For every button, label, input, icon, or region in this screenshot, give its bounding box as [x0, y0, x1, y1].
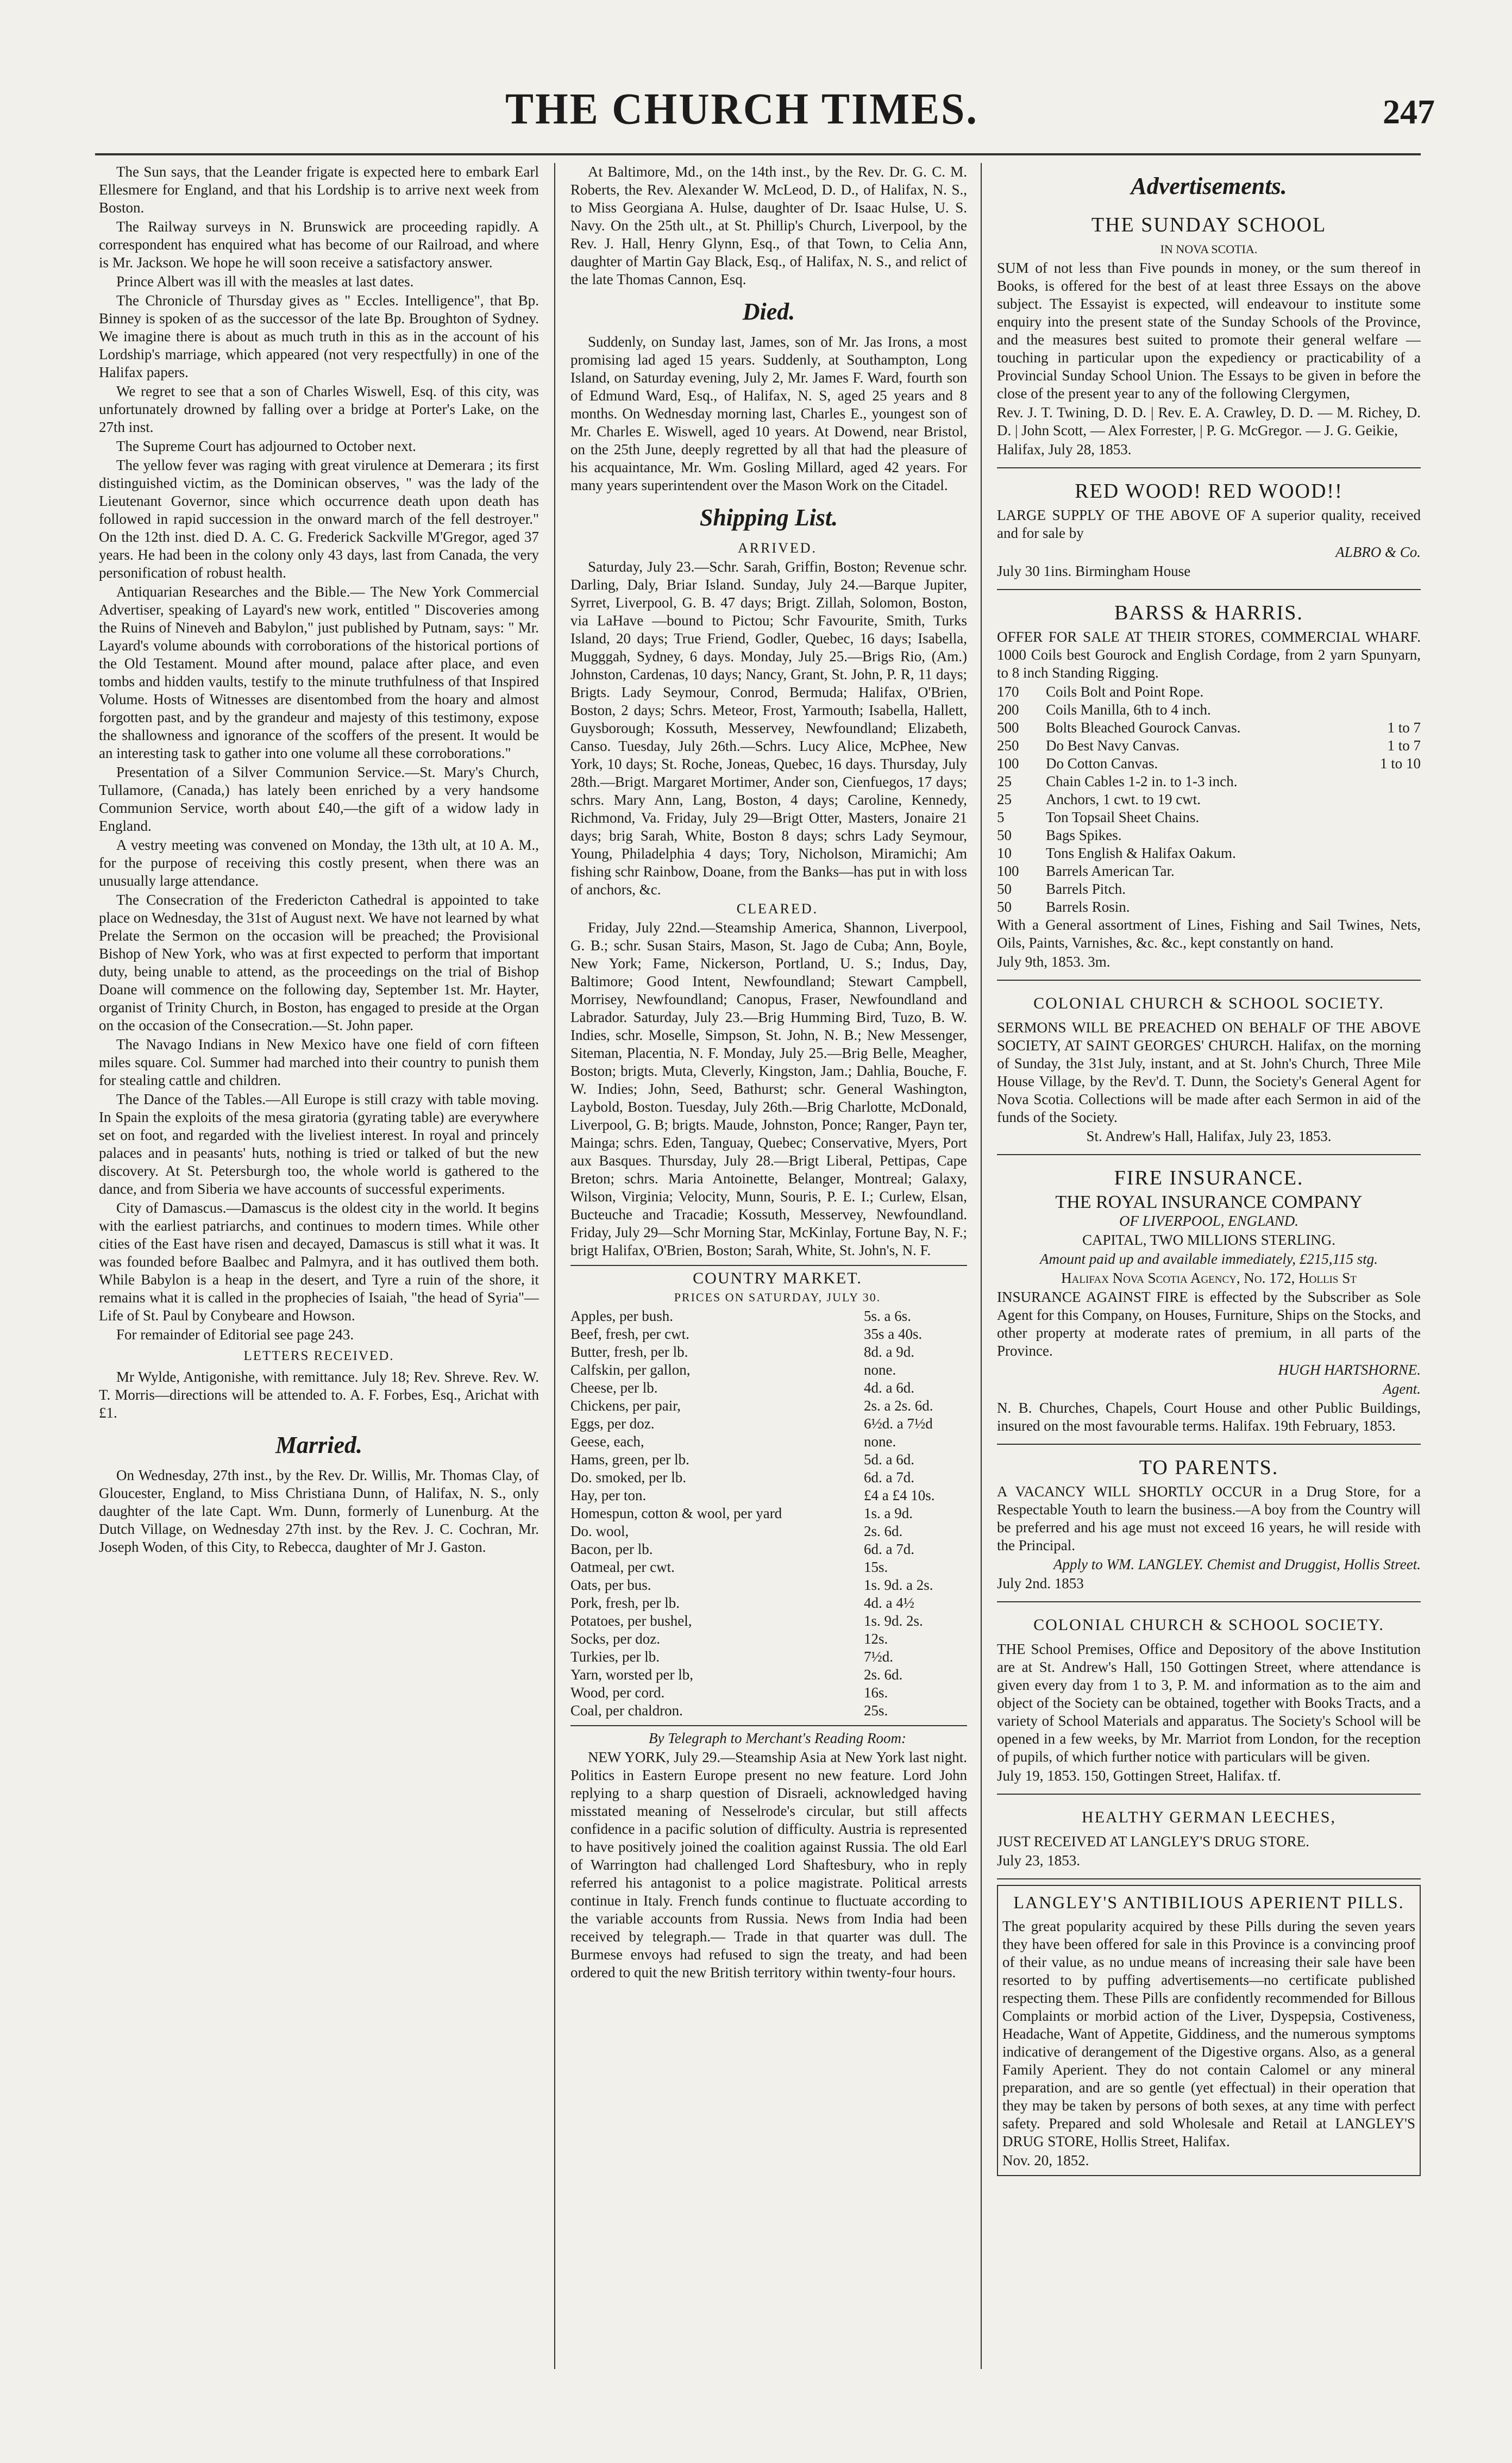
market-row	[570, 1522, 967, 1540]
market-row	[570, 1415, 967, 1433]
editorial-paragraph: The yellow fever was raging with great virulence at Demerara ; its first distinguished victim, as the Dominican observes, " was the lady of the Lieutenant Governor, since which occurrence death upon death has followed in rapid succession in the onward march of the fell destroyer." On the 12th inst. died D. A. C. G. Frederick Sackville M'Gregor, aged 37 years. He had been in the colony only 43 days, last from Canada, the very personification of robust health.	[99, 457, 539, 581]
market-item-name: Calfskin, per gallon,	[570, 1362, 691, 1378]
ad-title: THE SUNDAY SCHOOL	[1091, 214, 1327, 236]
ad-text: INSURANCE AGAINST FIRE is effected by the Subscriber as Sole Agent for this Company, on Houses, Furniture, Ships on the Stocks, and other property at moderate rates of premium, in all parts of the Province.	[997, 1289, 1421, 1359]
market-item-name: Potatoes, per bushel,	[570, 1613, 692, 1629]
stock-qty: 50	[997, 881, 1012, 897]
market-row	[570, 1379, 967, 1397]
stock-right	[1361, 880, 1421, 898]
market-row	[570, 1487, 967, 1505]
market-row	[570, 1576, 967, 1594]
stock-desc: Barrels American Tar.	[1046, 863, 1175, 879]
editorial-paragraph: The Chronicle of Thursday gives as " Eccles. Intelligence", that Bp. Binney is spoken of as the successor of the late Bp. Broughton of Sydney. We imagine there is about as much truth in this as in the account of his Lordship's marriage, which appeared (not very respectfully) in one of the Halifax papers.	[99, 292, 539, 380]
divider	[570, 1725, 967, 1726]
market-item-price: £4 a £4 10s.	[864, 1487, 935, 1503]
editorial-paragraph: City of Damascus.—Damascus is the oldest city in the world. It begins with the earliest patriarchs, and continues to modern times. While other cities of the East have risen and decayed, Damascus is still what it was. It was founded before Baalbec and Palmyra, and it has outlived them both. While Babylon is a heap in the desert, and Tyre a ruin of the shore, it remains what it is called in the prophecies of Isaiah, "the head of Syria"—Life of St. Paul by Conybeare and Howson.	[99, 1200, 539, 1324]
market-item-price: 2s. a 2s. 6d.	[864, 1397, 933, 1414]
market-row	[570, 1540, 967, 1558]
stock-row	[997, 737, 1421, 755]
ad-red-wood	[997, 474, 1421, 590]
married-heading: Married.	[275, 1432, 363, 1458]
market-item-price: 16s.	[864, 1684, 888, 1701]
market-item-name: Turkies, per lb.	[570, 1649, 660, 1665]
died-heading: Died.	[742, 298, 795, 325]
stock-row	[997, 719, 1421, 737]
market-row	[570, 1594, 967, 1612]
market-row	[570, 1558, 967, 1576]
editorial-paragraph: The Railway surveys in N. Brunswick are proceeding rapidly. A correspondent has enquired what has become of our Railroad, and where is Mr. Jackson. We hope he will soon receive a satisfactory answer.	[99, 218, 539, 271]
ad-note: N. B. Churches, Chapels, Court House and other Public Buildings, insured on the most favourable terms. Halifax. 19th February, 1853.	[997, 1400, 1421, 1434]
market-item-name: Hay, per ton.	[570, 1487, 647, 1503]
market-item-price: 7½d.	[864, 1649, 893, 1665]
letters-text: Mr Wylde, Antigonishe, with remittance. July 18; Rev. Shreve. Rev. W. T. Morris—directions will be attended to. A. F. Forbes, Esq., Arichat with £1.	[99, 1369, 539, 1421]
market-subheading: PRICES ON SATURDAY, JULY 30.	[674, 1290, 881, 1304]
market-heading: COUNTRY MARKET.	[693, 1269, 862, 1287]
market-item-price: 2s. 6d.	[864, 1666, 903, 1683]
stock-right	[1361, 898, 1421, 916]
ad-subtitle: IN NOVA SCOTIA.	[1160, 242, 1258, 256]
market-row	[570, 1325, 967, 1343]
ad-date: July 30 1ins. Birmingham House	[997, 563, 1191, 579]
stock-qty: 50	[997, 899, 1012, 915]
ad-text: SUM of not less than Five pounds in money, or the sum thereof in Books, is offered for the best of at least three Essays on the above subject. The Essayist is expected, will endeavour to institute some enquiry into the present state of the Sunday Schools of the Province, and the measures best suited to promote their general welfare —touching in particular upon the expediency or practicability of a Provincial Sunday School Union. The Essays to be given in before the close of the present year to any of the following Clergymen,	[997, 260, 1421, 402]
market-item-price: 5d. a 6d.	[864, 1451, 914, 1468]
market-item-name: Apples, per bush.	[570, 1308, 673, 1324]
ad-sunday-school	[997, 208, 1421, 468]
ad-company-location: OF LIVERPOOL, ENGLAND.	[1119, 1213, 1298, 1229]
ad-footer: With a General assortment of Lines, Fishing and Sail Twines, Nets, Oils, Paints, Varnishes, &c. &c., kept constantly on hand.	[997, 917, 1421, 951]
market-item-name: Wood, per cord.	[570, 1684, 665, 1701]
stock-row	[997, 862, 1421, 880]
editorial-paragraph: A vestry meeting was convened on Monday, the 13th ult, at 10 A. M., for the purpose of receiving this costly present, when there was an unusually large attendance.	[99, 837, 539, 889]
ad-signature: HUGH HARTSHORNE.	[1278, 1362, 1421, 1378]
stock-right: 1 to 7	[1387, 719, 1421, 736]
ad-colonial-church-sermons	[997, 986, 1421, 1155]
stock-right	[1361, 862, 1421, 880]
stock-qty: 100	[997, 863, 1019, 879]
market-item-name: Cheese, per lb.	[570, 1380, 658, 1396]
market-row	[570, 1702, 967, 1720]
market-item-name: Pork, fresh, per lb.	[570, 1595, 680, 1611]
market-row	[570, 1433, 967, 1451]
stock-row	[997, 826, 1421, 844]
stock-desc: Bags Spikes.	[1046, 827, 1122, 843]
stock-qty: 170	[997, 684, 1019, 700]
ad-title: LANGLEY'S ANTIBILIOUS APERIENT PILLS.	[1013, 1892, 1404, 1912]
stock-qty: 25	[997, 773, 1012, 789]
ad-date: St. Andrew's Hall, Halifax, July 23, 1853.	[1086, 1128, 1332, 1144]
stock-row	[997, 791, 1421, 809]
market-item-price: 15s.	[864, 1559, 888, 1575]
stock-row	[997, 773, 1421, 791]
married-text-continued: At Baltimore, Md., on the 14th inst., by the Rev. Dr. G. C. M. Roberts, the Rev. Alexander W. McLeod, D. D., of Halifax, N. S., to Miss Georgiana A. Hulse, daughter of Dr. Isaac Hulse, U. S. Navy. On the 25th ult., at St. Phillip's Church, Liverpool, by the Rev. J. Hall, Henry Glynn, Esq., of that Town, to Celia Ann, daughter of Martin Gay Black, Esq., of Halifax, N. S., and relict of the late Thomas Cannon, Esq.	[570, 164, 967, 287]
market-item-price: 25s.	[864, 1702, 888, 1719]
stock-right	[1361, 844, 1421, 862]
ad-title: HEALTHY GERMAN LEECHES,	[1082, 1808, 1336, 1826]
ad-german-leeches	[997, 1800, 1421, 1879]
ad-capital: CAPITAL, TWO MILLIONS STERLING.	[1082, 1232, 1336, 1248]
ad-text: LARGE SUPPLY OF THE ABOVE OF A superior quality, received and for sale by	[997, 507, 1421, 541]
market-item-price: none.	[864, 1433, 896, 1450]
market-table	[570, 1307, 967, 1720]
ad-to-parents	[997, 1450, 1421, 1602]
stock-desc: Chain Cables 1-2 in. to 1-3 inch.	[1046, 773, 1238, 789]
ad-company: THE ROYAL INSURANCE COMPANY	[1055, 1192, 1363, 1212]
stock-right	[1361, 826, 1421, 844]
telegraph-heading: By Telegraph to Merchant's Reading Room:	[649, 1730, 906, 1746]
ad-date: July 23, 1853.	[997, 1852, 1081, 1869]
shipping-heading: Shipping List.	[699, 504, 838, 531]
ad-title: RED WOOD! RED WOOD!!	[1075, 480, 1343, 503]
ad-fire-insurance	[997, 1161, 1421, 1445]
died-text: Suddenly, on Sunday last, James, son of Mr. Jas Irons, a most promising lad aged 15 years. Suddenly, at Southampton, Long Island, on Saturday evening, July 2, Mr. James F. Ward, fourth son of Edmund Ward, Esq., of Halifax, N. S, aged 25 years and 8 months. On Wednesday morning last, Charles E., youngest son of Mr. Charles E. Wiswell, aged 10 years. At Dowend, near Bristol, on the 25th June, deeply regretted by all that had the pleasure of his acquaintance, Mr. Wm. Gosling Millard, aged 42 years. For many years superintendent over the Mason Work on the Citadel.	[570, 334, 967, 493]
arrived-heading: ARRIVED.	[737, 540, 818, 556]
stock-qty: 200	[997, 701, 1019, 718]
editorial-paragraph: For remainder of Editorial see page 243.	[116, 1326, 354, 1343]
stock-row	[997, 701, 1421, 719]
market-row	[570, 1612, 967, 1630]
market-item-name: Socks, per doz.	[570, 1631, 660, 1647]
stock-list	[997, 683, 1421, 916]
column-editorial	[99, 163, 539, 2380]
market-row	[570, 1397, 967, 1415]
column-advertisements	[997, 163, 1421, 2380]
newspaper-title: THE CHURCH TIMES.	[505, 83, 978, 134]
ad-agent: Agent.	[1383, 1381, 1421, 1397]
editorial-paragraph: The Sun says, that the Leander frigate is expected here to embark Earl Ellesmere for England, and that his Lordship is to arrive next week from Boston.	[99, 164, 539, 216]
stock-right	[1361, 773, 1421, 791]
stock-desc: Barrels Rosin.	[1046, 899, 1130, 915]
market-row	[570, 1630, 967, 1648]
market-row	[570, 1666, 967, 1684]
market-item-price: none.	[864, 1362, 896, 1378]
stock-row	[997, 755, 1421, 773]
married-text: On Wednesday, 27th inst., by the Rev. Dr. Willis, Mr. Thomas Clay, of Gloucester, England, to Miss Christiana Dunn, of Halifax, N. S., only daughter of the late Capt. Wm. Dunn, formerly of Lunenburg. At the Dutch Village, on Wednesday 27th inst. by the Rev. J. C. Cochran, Mr. Joseph Woden, of this City, to Rebecca, daughter of Mr J. Gaston.	[99, 1467, 539, 1555]
editorial-paragraph: The Navago Indians in New Mexico have one field of corn fifteen miles square. Col. Summer had marched into their country to punish them for stealing cattle and children.	[99, 1036, 539, 1088]
cleared-text: Friday, July 22nd.—Steamship America, Shannon, Liverpool, G. B.; schr. Susan Stairs, Mason, St. Jago de Cuba; Ann, Boyle, New York; Fame, Nickerson, Portland, U. S.; Indus, Day, Baltimore; Good Intent, Newfoundland; Stewart Campbell, Morrisey, Newfoundland; Canopus, Fraser, Newfoundland and Labrador. Saturday, July 23.—Brig Humming Bird, Tuzo, B. W. Indies, schr. Moselle, Simpson, St. John, N. B.; New Messenger, Siteman, Placentia, N. F. Monday, July 25.—Brig Belle, Meagher, Boston; brigts. Muta, Cleverly, Kingston, Jam.; Dahlia, Bouche, F. W. Indies; John, Seed, Bathurst; schr. General Washington, Laybold, Boston. Tuesday, July 26th.—Brig Charlotte, McDonald, Liverpool, G. B; brigts. Maude, Johnston, Ponce; Ranger, Payn ter, Mainga; schrs. Eden, Tanguay, Quebec; Conservative, Myers, Port aux Basques. Thursday, July 28.—Brigt Liberal, Pettipas, Cape Breton; schrs. Maria Antoinette, Belanger, Montreal; Galaxy, Wilson, Virginia; Velocity, Munn, Souris, P. E. I.; Curlew, Elsan, Bucteuche and Tracadie; Kossuth, Messervey, Newfoundland. Friday, July 29—Schr Morning Star, McKinlay, Fortune Bay, N. F.; brigt Halifax, O'Brien, Boston; Sarah, White, St. John's, N. F.	[570, 919, 967, 1258]
ad-title: COLONIAL CHURCH & SCHOOL SOCIETY.	[1033, 1616, 1384, 1634]
ad-title: FIRE INSURANCE.	[1114, 1167, 1304, 1189]
market-item-name: Hams, green, per lb.	[570, 1451, 689, 1468]
market-item-name: Coal, per chaldron.	[570, 1702, 683, 1719]
ad-signature: ALBRO & Co.	[1335, 544, 1421, 560]
column-divider-2	[981, 163, 982, 2369]
market-item-price: 6d. a 7d.	[864, 1469, 914, 1486]
stock-desc: Coils Bolt and Point Rope.	[1046, 684, 1204, 700]
stock-desc: Ton Topsail Sheet Chains.	[1046, 809, 1200, 825]
divider	[570, 1265, 967, 1266]
market-row	[570, 1469, 967, 1487]
market-item-price: 1s. 9d. 2s.	[864, 1613, 923, 1629]
editorial-paragraph: Antiquarian Researches and the Bible.— The New York Commercial Advertiser, speaking of Layard's new work, entitled " Discoveries among the Ruins of Nineveh and Babylon," just published by Putnam, says: " Mr. Layard's volume abounds with corroborations of the historical portions of the Old Testament. Mound after mound, palace after place, and even tombs and hidden vaults, testify to the minute truthfulness of that Inspired Volume. Hosts of Witnesses are disentombed from the hoary and almost forgotten past, and by the grandeur and majesty of this testimony, expose the shallowness and ignorance of the scoffers of the present. It would be an interesting task to gather into one volume all these corroborations."	[99, 584, 539, 761]
market-item-price: 6½d. a 7½d	[864, 1415, 933, 1432]
market-item-name: Oatmeal, per cwt.	[570, 1559, 675, 1575]
market-item-name: Butter, fresh, per lb.	[570, 1344, 688, 1360]
stock-qty: 250	[997, 737, 1019, 754]
page-number: 247	[1383, 92, 1435, 131]
masthead	[0, 84, 1512, 144]
market-item-name: Do. smoked, per lb.	[570, 1469, 686, 1486]
arrived-text: Saturday, July 23.—Schr. Sarah, Griffin, Boston; Revenue schr. Darling, Daly, Briar Island. Sunday, July 24.—Barque Jupiter, Syrret, Liverpool, G. B. 47 days; Brigt. Zillah, Solomon, Boston, via LaHave —bound to Pictou; Schr Favourite, Smith, Turks Island, 20 days; True Friend, Godler, Quebec, 16 days; Isabella, Mugggah, Sydney, 6 days. Monday, July 25.—Brigs Rio, (Am.) Johnston, Cardenas, 10 days; Nancy, Grant, St. John, P. R, 11 days; Brigts. Lady Seymour, Conrod, Bermuda; Halifax, O'Brien, Boston, 2 days; Schrs. Meteor, Frost, Yarmouth; Isabella, Hallett, Guysborough; Kossuth, Messervey, Newfoundland; Elizabeth, Canso. Tuesday, July 26th.—Schrs. Lucy Alice, McPhee, New York, 10 days; St. Roche, Joneas, Quebec, 16 days. Thursday, July 28th.—Brigt. Margaret Mortimer, Ander son, Cienfuegos, 17 days; schrs. Mary Ann, Lang, Boston, 4 days; Caroline, Kennedy, Richmond, Va. Friday, July 29—Brigt Otter, Masters, Jonaire 21 days; brig Sarah, White, Boston 8 days; schrs Lady Seymour, Young, Philadelphia 4 days; Tory, Nicholson, Miramichi; Am fishing schr Rainbow, Doane, from the Banks—has put in with loss of anchors, &c.	[570, 559, 967, 898]
market-item-name: Oats, per bus.	[570, 1577, 651, 1593]
ad-date: July 19, 1853. 150, Gottingen Street, Halifax. tf.	[997, 1768, 1281, 1784]
stock-right	[1361, 809, 1421, 826]
cleared-heading: CLEARED.	[736, 901, 819, 917]
ad-date: Nov. 20, 1852.	[1002, 2152, 1089, 2169]
column-divider-1	[554, 163, 555, 2369]
stock-right	[1361, 683, 1421, 701]
stock-qty: 25	[997, 791, 1012, 807]
stock-right	[1361, 701, 1421, 719]
ad-date: July 9th, 1853. 3m.	[997, 954, 1111, 970]
market-row	[570, 1684, 967, 1702]
market-item-name: Beef, fresh, per cwt.	[570, 1326, 689, 1342]
ad-colonial-church-premises	[997, 1608, 1421, 1795]
ad-date: Halifax, July 28, 1853.	[997, 441, 1132, 457]
ad-text: THE School Premises, Office and Depository of the above Institution are at St. Andrew's Hall, 150 Gottingen Street, where attendance is given every day from 1 to 3, P. M. and information as to the aim and object of the Society can be obtained, together with Books Tracts, and a variety of School Materials and apparatus. The Society's School will be opened in a few weeks, by Mr. Marriot from London, for the reception of pupils, of which further notice with particulars will be given.	[997, 1641, 1421, 1765]
market-item-name: Homespun, cotton & wool, per yard	[570, 1505, 782, 1521]
stock-right: 1 to 7	[1387, 737, 1421, 754]
ad-title: BARSS & HARRIS.	[1114, 601, 1303, 624]
market-item-price: 35s a 40s.	[864, 1326, 923, 1342]
stock-row	[997, 683, 1421, 701]
stock-qty: 5	[997, 809, 1005, 825]
market-item-price: 6d. a 7d.	[864, 1541, 914, 1557]
market-item-price: 4d. a 4½	[864, 1595, 914, 1611]
stock-desc: Tons English & Halifax Oakum.	[1046, 845, 1236, 861]
stock-qty: 100	[997, 755, 1019, 772]
telegraph-text: NEW YORK, July 29.—Steamship Asia at New York last night. Politics in Eastern Europe present no new feature. Lord John replying to a sharp question of Disraeli, acknowledged having misstated meaning of Nesselrode's circular, but still affects confidence in a pacific solution of difficulty. Austria is represented to have positively joined the coalition against Russia. The old Earl of Warrington had challenged Lord Shaftesbury, who in reply referred his antagonist to a police magistrate. Political arrests continue in Italy. French funds continue to fluctuate according to the variable accounts from Russia. News from India had been received by telegraph.— Trade in that quarter was dull. The Burmese envoys had refused to sign the treaty, and had been ordered to quit the new British territory within twenty-four hours.	[570, 1749, 967, 1981]
editorial-paragraph: The Dance of the Tables.—All Europe is still crazy with table moving. In Spain the exploits of the mesa giratoria (gyrating table) are everywhere set on foot, and regarded with the liveliest interest. In royal and princely palaces and in peasants' huts, nothing is tried or talked of but the new discovery. At St. Petersburgh too, the whole world is gathered to the dance, and from Siberia we have accounts of successful experiments.	[99, 1091, 539, 1197]
stock-desc: Barrels Pitch.	[1046, 881, 1126, 897]
stock-row	[997, 809, 1421, 826]
stock-row	[997, 898, 1421, 916]
stock-desc: Do Best Navy Canvas.	[1046, 737, 1180, 754]
market-item-price: 12s.	[864, 1631, 888, 1647]
market-item-price: 1s. a 9d.	[864, 1505, 913, 1521]
stock-desc: Bolts Bleached Gourock Canvas.	[1046, 719, 1241, 736]
ad-text: OFFER FOR SALE AT THEIR STORES, COMMERCIAL WHARF. 1000 Coils best Gourock and English Cordage, from 2 yarn Spunyarn, to 8 inch Standing Rigging.	[997, 629, 1421, 681]
stock-qty: 50	[997, 827, 1012, 843]
editorial-paragraph: The Supreme Court has adjourned to October next.	[116, 438, 416, 454]
market-item-name: Chickens, per pair,	[570, 1397, 681, 1414]
stock-right	[1361, 791, 1421, 809]
stock-right: 1 to 10	[1379, 755, 1421, 772]
editorial-paragraph: Presentation of a Silver Communion Service.—St. Mary's Church, Tullamore, (Canada,) has lately been enriched by a very handsome Communion Service, worth about £40,—the gift of a widow lady in England.	[99, 764, 539, 834]
stock-qty: 500	[997, 719, 1019, 736]
market-row	[570, 1648, 967, 1666]
ad-signature: Apply to WM. LANGLEY. Chemist and Druggist, Hollis Street.	[1053, 1556, 1421, 1572]
market-item-name: Do. wool,	[570, 1523, 629, 1539]
letters-heading: LETTERS RECEIVED.	[243, 1349, 394, 1363]
ad-date: July 2nd. 1853	[997, 1575, 1084, 1591]
stock-qty: 10	[997, 845, 1012, 861]
market-row	[570, 1307, 967, 1325]
ad-text: The great popularity acquired by these Pills during the seven years they have been offered for sale in this Province is a convincing proof of their value, as no undue means of increasing their sale have been resorted to by puffing advertisements—no certificate published respecting them. These Pills are confidently recommended for Billous Complaints or morbid action of the Liver, Dyspepsia, Costiveness, Headache, Want of Appetite, Giddiness, and the numerous symptoms indicative of derangement of the Digestive organs. Also, as a general Family Aperient. They do not contain Calomel or any mineral preparation, and are so gentle (yet effectual) in their operation that they may be taken by persons of both sexes, at any time with perfect safety. Prepared and sold Wholesale and Retail at LANGLEY'S DRUG STORE, Hollis Street, Halifax.	[1002, 1918, 1415, 2149]
market-item-name: Bacon, per lb.	[570, 1541, 653, 1557]
ad-text: JUST RECEIVED AT LANGLEY'S DRUG STORE.	[997, 1833, 1309, 1850]
ad-text: SERMONS WILL BE PREACHED ON BEHALF OF THE ABOVE SOCIETY, AT SAINT GEORGES' CHURCH. Halifax, on the morning of Sunday, the 31st July, instant, and at St. John's Church, Three Mile House Village, by the Rev'd. T. Dunn, the Society's General Agent for Nova Scotia. Collections will be made after each Sermon in aid of the funds of the Society.	[997, 1019, 1421, 1125]
market-row	[570, 1361, 967, 1379]
market-item-price: 5s. a 6s.	[864, 1308, 911, 1324]
market-row	[570, 1343, 967, 1361]
editorial-paragraph: We regret to see that a son of Charles Wiswell, Esq. of this city, was unfortunately drowned by falling over a bridge at Porter's Lake, on the 27th inst.	[99, 383, 539, 435]
editorial-paragraph: The Consecration of the Fredericton Cathedral is appointed to take place on Wednesday, the 31st of August next. We have not learned by what Prelate the Sermon on the occasion will be preached; the Provisional Bishop of New York, who was at first expected to perform that important duty, being unable to attend, as the proceedings on the trial of Bishop Doane will commence on the following day, September 1st. Mr. Hayter, organist of Trinity Church, in Boston, has engaged to preside at the Organ on the occasion of the Consecration.—St. John paper.	[99, 892, 539, 1033]
market-item-price: 8d. a 9d.	[864, 1344, 914, 1360]
column-notices	[570, 163, 967, 2380]
market-item-name: Geese, each,	[570, 1433, 644, 1450]
stock-row	[997, 880, 1421, 898]
market-row	[570, 1505, 967, 1522]
stock-desc: Do Cotton Canvas.	[1046, 755, 1158, 772]
market-item-price: 4d. a 6d.	[864, 1380, 914, 1396]
market-row	[570, 1451, 967, 1469]
market-item-price: 1s. 9d. a 2s.	[864, 1577, 933, 1593]
ad-text: A VACANCY WILL SHORTLY OCCUR in a Drug Store, for a Respectable Youth to learn the business.—A boy from the Country will be preferred and his age must not exceed 16 years, he will reside with the Principal.	[997, 1483, 1421, 1553]
market-item-name: Yarn, worsted per lb,	[570, 1666, 693, 1683]
ad-title: COLONIAL CHURCH & SCHOOL SOCIETY.	[1033, 994, 1384, 1012]
editorial-paragraph: Prince Albert was ill with the measles at last dates.	[116, 273, 414, 290]
market-item-price: 2s. 6d.	[864, 1523, 903, 1539]
ad-barss-harris	[997, 596, 1421, 981]
masthead-rule	[95, 153, 1421, 155]
stock-row	[997, 844, 1421, 862]
market-item-name: Eggs, per doz.	[570, 1415, 655, 1432]
ad-paid-up: Amount paid up and available immediately, £215,115 stg.	[1040, 1251, 1378, 1267]
advertisements-heading: Advertisements.	[1131, 173, 1287, 199]
ad-clergy: Rev. J. T. Twining, D. D. | Rev. E. A. Crawley, D. D. — M. Richey, D. D. | John Scott, — Alex Forrester, | P. G. McGregor. — J. G. Geikie,	[997, 404, 1421, 438]
stock-desc: Coils Manilla, 6th to 4 inch.	[1046, 701, 1211, 718]
stock-desc: Anchors, 1 cwt. to 19 cwt.	[1046, 791, 1201, 807]
ad-agency: Halifax Nova Scotia Agency, No. 172, Hollis St	[1061, 1270, 1357, 1286]
ad-antibilious-pills	[997, 1885, 1421, 2176]
ad-title: TO PARENTS.	[1139, 1456, 1279, 1479]
